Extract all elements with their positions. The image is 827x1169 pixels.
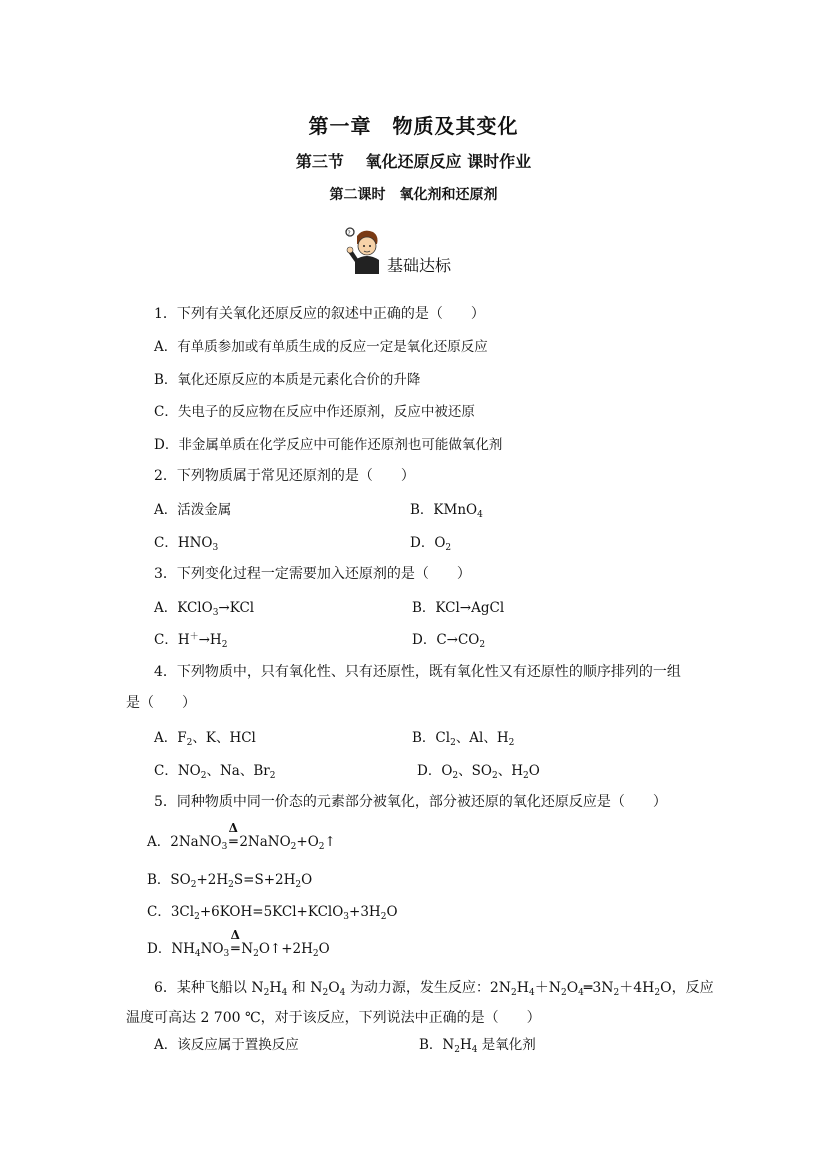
question-6-option-a: A．该反应属于置换反应 [154,1037,299,1053]
question-2-option-c: C．$HNO_3$ [154,535,219,553]
section-title: 第三节 氧化还原反应 课时作业 [295,152,532,171]
question-2-option-b: B．KMnO$_4$ [410,502,483,520]
basic-skills-badge [343,226,473,276]
question-6-stem-line2: 温度可高达 2 700 ℃，对于该反应，下列说法中正确的是（ ） [126,1010,541,1026]
svg-text:?: ? [347,230,351,237]
chapter-title: 第一章 物质及其变化 [308,114,519,138]
question-6-option-b: B．$N_2H_4$ 是氧化剂 [419,1037,536,1055]
question-1-option-d: D．非金属单质在化学反应中可能作还原剂也可能做氧化剂 [154,437,503,453]
question-4-option-d: D．$O_2$、$SO_2$、$H_2O$ [417,763,540,781]
heat-symbol: Δ [230,928,240,942]
question-3-option-c: C．$H^+\to H_2$ [154,632,228,650]
question-2-stem: 2．下列物质属于常见还原剂的是（ ） [154,468,415,484]
question-1-stem: 1．下列有关氧化还原反应的叙述中正确的是（ ） [154,306,485,322]
question-4-stem-line2: 是（ ） [126,695,196,711]
heat-symbol: Δ [228,821,238,835]
question-6-stem-line1: 6．某种飞船以 $N_2H_4$ 和 $N_2O_4$ 为动力源，发生反应：$2N_2H_4+N_2O_4═3N_2+4H_2O$，反应 [154,980,714,998]
question-3-option-b: B．KCl→AgCl [412,600,505,616]
question-4-option-c: C．$NO_2$、Na、$Br_2$ [154,763,276,781]
question-5-option-b: B．$SO_2+2H_2S=S+2H_2O$ [147,872,313,890]
question-5-option-d: D．$NH_4NO_3$ Δ ═ $N_2O↑+2H_2O$ [147,928,330,959]
question-4-option-b: B．$Cl_2$、Al、$H_2$ [412,730,515,748]
question-3-option-a: A．KClO$_3$→KCl [154,600,255,618]
question-1-option-a: A．有单质参加或有单质生成的反应一定是氧化还原反应 [154,339,488,355]
question-5-option-a: A．2NaNO$_3$ Δ ═ $2NaNO_2+O_2↑$ [147,821,336,852]
question-1-option-c: C．失电子的反应物在反应中作还原剂，反应中被还原 [154,404,475,420]
question-2-option-d: D．$O_2$ [410,535,452,553]
question-1-option-b: B．氧化还原反应的本质是元素化合价的升降 [154,372,421,388]
lesson-title: 第二课时 氧化剂和还原剂 [329,187,498,203]
badge-label: 基础达标 [387,256,452,275]
question-5-option-c: C．$3Cl_2+6KOH=5KCl+KClO_3+3H_2O$ [147,904,398,922]
question-4-stem-line1: 4．下列物质中，只有氧化性、只有还原性，既有氧化性又有还原性的顺序排列的一组 [154,664,681,680]
question-2-option-a: A．活泼金属 [154,502,232,518]
student-thinking-icon [343,226,385,274]
question-4-option-a: A．$F_2$、K、HCl [154,730,256,748]
question-3-stem: 3．下列变化过程一定需要加入还原剂的是（ ） [154,566,471,582]
question-3-option-d: D．$C\to CO_2$ [412,632,486,650]
question-5-stem: 5．同种物质中同一价态的元素部分被氧化，部分被还原的氧化还原反应是（ ） [154,794,667,810]
